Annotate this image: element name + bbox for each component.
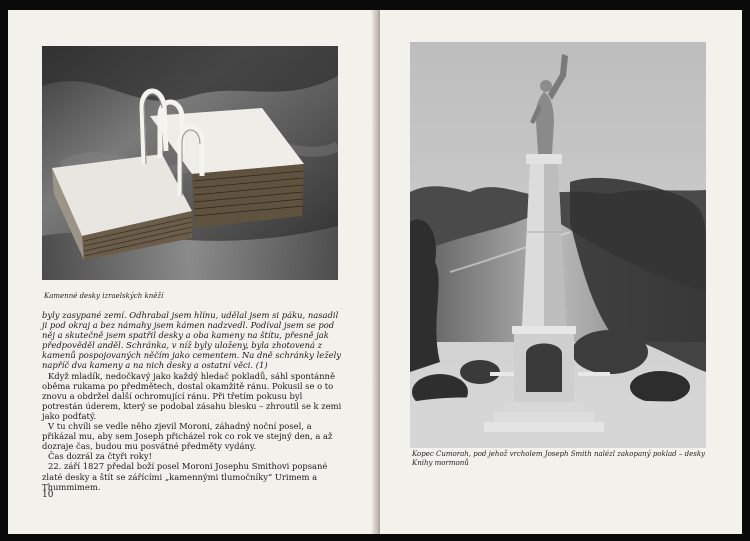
left-page-text [42,310,342,492]
body-paragraph-1: Když mladík, nedočkavý jako každý hledač pokladů, sáhl spontánně oběma rukama po předmětech, dostal okamžitě ránu. Pokusil se o to znovu a obdržel další ochromující ránu. Při třetím pokusu byl potrestán úderem, který se podobal zásahu blesku – zhroutil se k zemi jako podťatý. [42,370,342,421]
hill-cumorah-monument-photo [410,42,706,448]
stone-tablets-photo [42,46,338,280]
body-paragraph-4: 22. září 1827 předal boží posel Moroni Josephu Smithovi popsané zlaté desky a štít se zářícími „kamennými tlumočníky“ Urimem a Thummimem. [42,461,328,492]
left-photo-caption: Kamenné desky izraelských kněží [44,292,164,300]
body-paragraph-3: Čas dozrál za čtyři roky! [48,451,152,462]
quote-paragraph: byly zasypané zemí. Odhrabal jsem hlínu, udělal jsem si páku, nasadil ji pod okraj a bez námahy jsem kámen nadzvedl. Podíval jsem se pod něj a skutečně jsem spatřil desky a oba kameny na štítu, přesně jak předpověděl anděl. Schránka, v níž byly uloženy, byla zhotovená z kamenů pospojovaných něčím jako cementem. Na dně schránky ležely napříč dva kameny a na nich desky a ostatní věci. (1) [42,310,341,371]
right-photo-caption: Kopec Cumorah, pod jehož vrcholem Joseph Smith nalézl zakopaný poklad – desky Knihy mormonů [412,450,706,467]
stone-tablets-illustration [42,46,338,280]
page-number: 10 [42,490,54,500]
left-page [8,10,379,534]
body-paragraph-2: V tu chvíli se vedle něho zjevil Moroni, záhadný noční posel, a přikázal mu, aby sem Joseph přicházel rok co rok ve stejný den, a až dozraje čas, budou mu posvátné předměty vydány. [42,421,333,452]
right-page [380,10,742,534]
monument-illustration [410,42,706,448]
